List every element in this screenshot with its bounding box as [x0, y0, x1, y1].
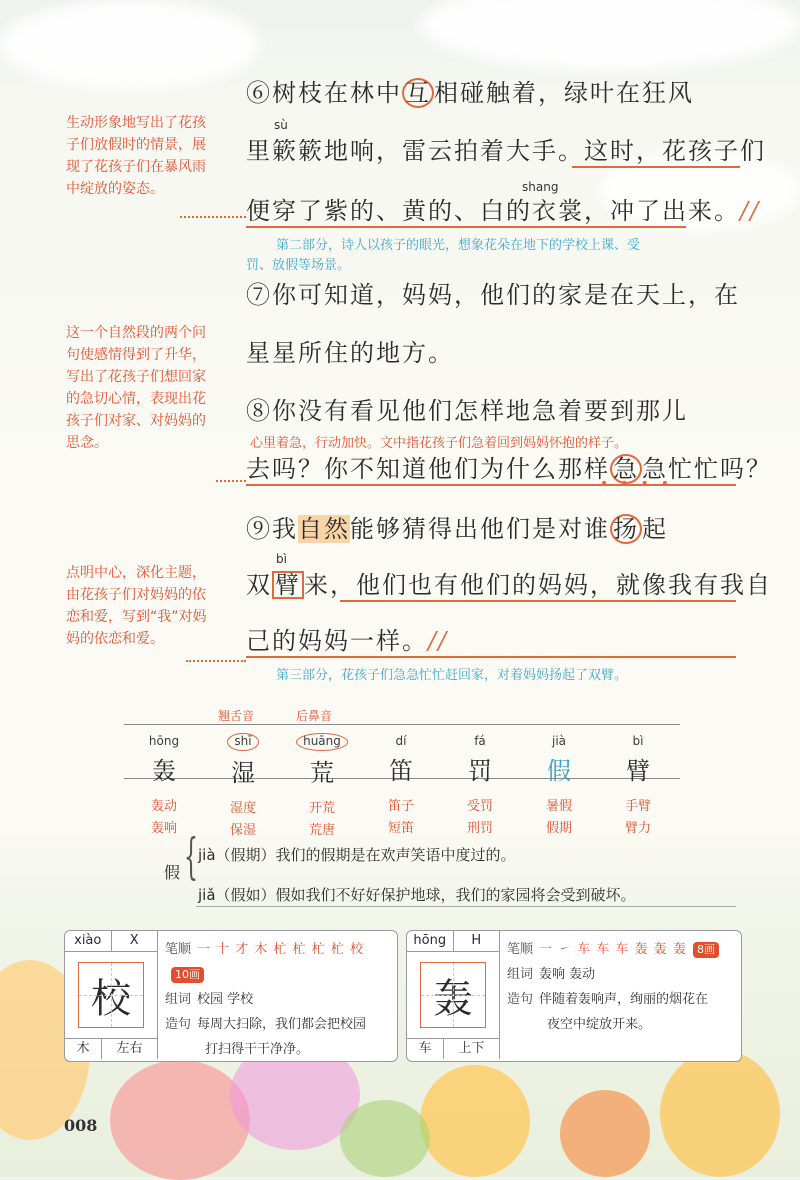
card-letter: H — [471, 933, 482, 948]
card-sentence-cont: 打扫得干干净净。 — [205, 1042, 310, 1057]
flower-decoration — [110, 1060, 250, 1180]
p7-line2: 星星所住的地方。 — [246, 339, 454, 367]
p9-line1: ⑨我自然能够猜得出他们是对谁 扬 起 — [246, 515, 668, 543]
leaf-decoration — [340, 1100, 430, 1177]
vocab-word: 保湿 — [229, 823, 256, 838]
stroke-order: 一 ㇀ 车 车 车 轰 轰 轰 — [539, 942, 687, 957]
p6-line1: ⑥树枝在林中 互 相碰触着，绿叶在狂风 — [246, 79, 694, 107]
card-side — [407, 931, 500, 1059]
card-radical: 车 — [407, 1039, 444, 1059]
card-side — [65, 931, 158, 1059]
vocab-word: 刑罚 — [466, 821, 493, 836]
vocab-word: 荒唐 — [308, 823, 335, 838]
card-body — [165, 937, 391, 1062]
stroke-count-badge: 10画 — [171, 967, 204, 983]
words-label: 组词 — [507, 967, 534, 982]
card-body — [507, 937, 735, 1037]
vocab-column — [203, 730, 283, 842]
underline — [340, 600, 736, 602]
card-sentence: 每周大扫除，我们都会把校园 — [197, 1017, 367, 1032]
vocab-column — [282, 730, 362, 842]
card-words: 轰响 轰动 — [539, 967, 596, 982]
stroke-label: 笔顺 — [165, 942, 192, 957]
card-pinyin: hōng — [407, 931, 454, 951]
p9-line2: 双 臂 来，他们也有他们的妈妈，就像我有我自 — [246, 571, 772, 599]
cloud-decoration — [420, 0, 800, 70]
words-label: 组词 — [165, 992, 192, 1007]
vocab-char: 笛 — [389, 757, 413, 785]
pinyin-su: sù — [274, 118, 288, 132]
margin-note-1: 生动形象地写出了花孩子们放假时的情景，展现了花孩子们在暴风雨中绽放的姿态。 — [66, 115, 206, 197]
stroke-label: 笔顺 — [507, 942, 534, 957]
pinyin-shang: shang — [522, 180, 559, 194]
vocab-pinyin: huāng — [282, 730, 362, 751]
underline — [246, 656, 736, 658]
sentence-label: 造句 — [165, 1017, 192, 1032]
vocab-char: 湿 — [231, 759, 255, 787]
vocab-word: 暑假 — [545, 799, 572, 814]
card-letter: X — [129, 933, 139, 948]
vocab-column — [440, 730, 520, 840]
vocab-word: 开荒 — [308, 801, 335, 816]
vocab-top-rule — [124, 724, 680, 725]
dotted-arrow — [216, 480, 246, 482]
vocab-column — [519, 730, 599, 840]
polyphone-char: 假 — [164, 863, 181, 882]
brace-icon: { — [184, 831, 198, 886]
page-number: 008 — [64, 1116, 98, 1135]
vocab-word: 轰响 — [150, 821, 177, 836]
vocab-word: 笛子 — [387, 799, 414, 814]
tag-retroflex: 翘舌音 — [218, 709, 255, 723]
vocab-word: 受罚 — [466, 799, 493, 814]
pinyin-bi: bì — [276, 552, 287, 566]
vocab-column — [124, 730, 204, 840]
p7-line1: ⑦你可知道，妈妈，他们的家是在天上，在 — [246, 281, 740, 309]
divider — [196, 906, 736, 907]
flower-decoration — [660, 1050, 780, 1177]
card-pinyin: xiào — [65, 931, 112, 951]
card-sentence-cont: 夜空中绽放开来。 — [547, 1017, 652, 1032]
vocab-char: 臂 — [626, 757, 650, 785]
vocab-char: 罚 — [468, 757, 492, 785]
p8-line1: ⑧你没有看见他们怎样地急着要到那儿 — [246, 397, 688, 425]
card-char: 轰 — [420, 962, 486, 1028]
word-gloss: 心里着急，行动加快。文中指花孩子们急着回到妈妈怀抱的样子。 — [250, 436, 628, 451]
vocab-pinyin: dí — [395, 734, 407, 748]
cloud-decoration — [0, 0, 260, 90]
vocab-word: 湿度 — [229, 801, 256, 816]
vocab-char: 轰 — [152, 757, 176, 785]
card-structure: 左右 — [116, 1041, 143, 1056]
card-structure: 上下 — [458, 1041, 485, 1056]
flower-decoration — [420, 1065, 530, 1177]
vocab-word: 手臂 — [624, 799, 651, 814]
part2-summary: 罚、放假等场景。 — [246, 258, 351, 273]
tag-back-nasal: 后鼻音 — [296, 709, 333, 723]
dotted-arrow — [186, 660, 246, 662]
dotted-arrow — [180, 216, 246, 218]
flower-decoration — [560, 1090, 650, 1177]
vocab-char: 荒 — [310, 759, 334, 787]
emphasis-dots: •••• — [600, 476, 682, 492]
margin-note-3: 点明中心，深化主题，由花孩子们对妈妈的依恋和爱，写到“我”对妈妈的依恋和爱。 — [66, 565, 207, 647]
vocab-column — [361, 730, 441, 840]
sentence-label: 造句 — [507, 992, 534, 1007]
vocab-word: 轰动 — [150, 799, 177, 814]
vocab-pinyin: shī — [203, 730, 283, 751]
stroke-count-badge: 8画 — [693, 942, 719, 958]
part2-summary-line1: 第二部分，诗人以孩子的眼光，想象花朵在地下的学校上课、受 — [276, 238, 641, 253]
vocab-word: 短笛 — [387, 821, 414, 836]
vocab-pinyin: hōng — [148, 734, 180, 748]
vocab-pinyin: jià — [551, 734, 567, 748]
card-char: 校 — [78, 962, 144, 1028]
vocab-pinyin: bì — [632, 734, 644, 748]
margin-note-2: 这一个自然段的两个问句使感情得到了升华，写出了花孩子们想回家的急切心情，表现出花孩子们对家、对妈妈的思念。 — [66, 325, 206, 451]
card-words: 校园 学校 — [197, 992, 254, 1007]
character-card — [64, 930, 398, 1062]
stroke-order: 一 十 才 木 杧 杧 杧 杧 校 — [197, 942, 365, 957]
p8-line2: 去吗？你不知道他们为什么那样 急 急忙忙吗？ — [246, 455, 772, 483]
card-radical: 木 — [65, 1039, 102, 1059]
vocab-word: 假期 — [545, 821, 572, 836]
part3-summary: 第三部分，花孩子们急急忙忙赶回家，对着妈妈扬起了双臂。 — [276, 668, 628, 683]
vocab-pinyin: fá — [474, 734, 486, 748]
polyphone-jia3: jiǎ（假如）假如我们不好好保护地球，我们的家园将会受到破坏。 — [198, 886, 636, 904]
p6-line3: 便穿了紫的、黄的、白的衣裳，冲了出来。// — [246, 197, 761, 225]
character-card — [406, 930, 742, 1062]
vocab-char: 假 — [547, 757, 571, 785]
vocab-word: 臂力 — [624, 821, 651, 836]
underline — [246, 226, 686, 228]
p9-line3: 己的妈妈一样。// — [246, 627, 449, 655]
vocab-column — [598, 730, 678, 840]
p6-line2: 里簌簌地响，雷云拍着大手。这时，花孩子们 — [246, 137, 766, 165]
underline — [572, 166, 740, 168]
card-sentence: 伴随着轰响声，绚丽的烟花在 — [539, 992, 709, 1007]
polyphone-jia4: jià（假期）我们的假期是在欢声笑语中度过的。 — [198, 846, 516, 864]
